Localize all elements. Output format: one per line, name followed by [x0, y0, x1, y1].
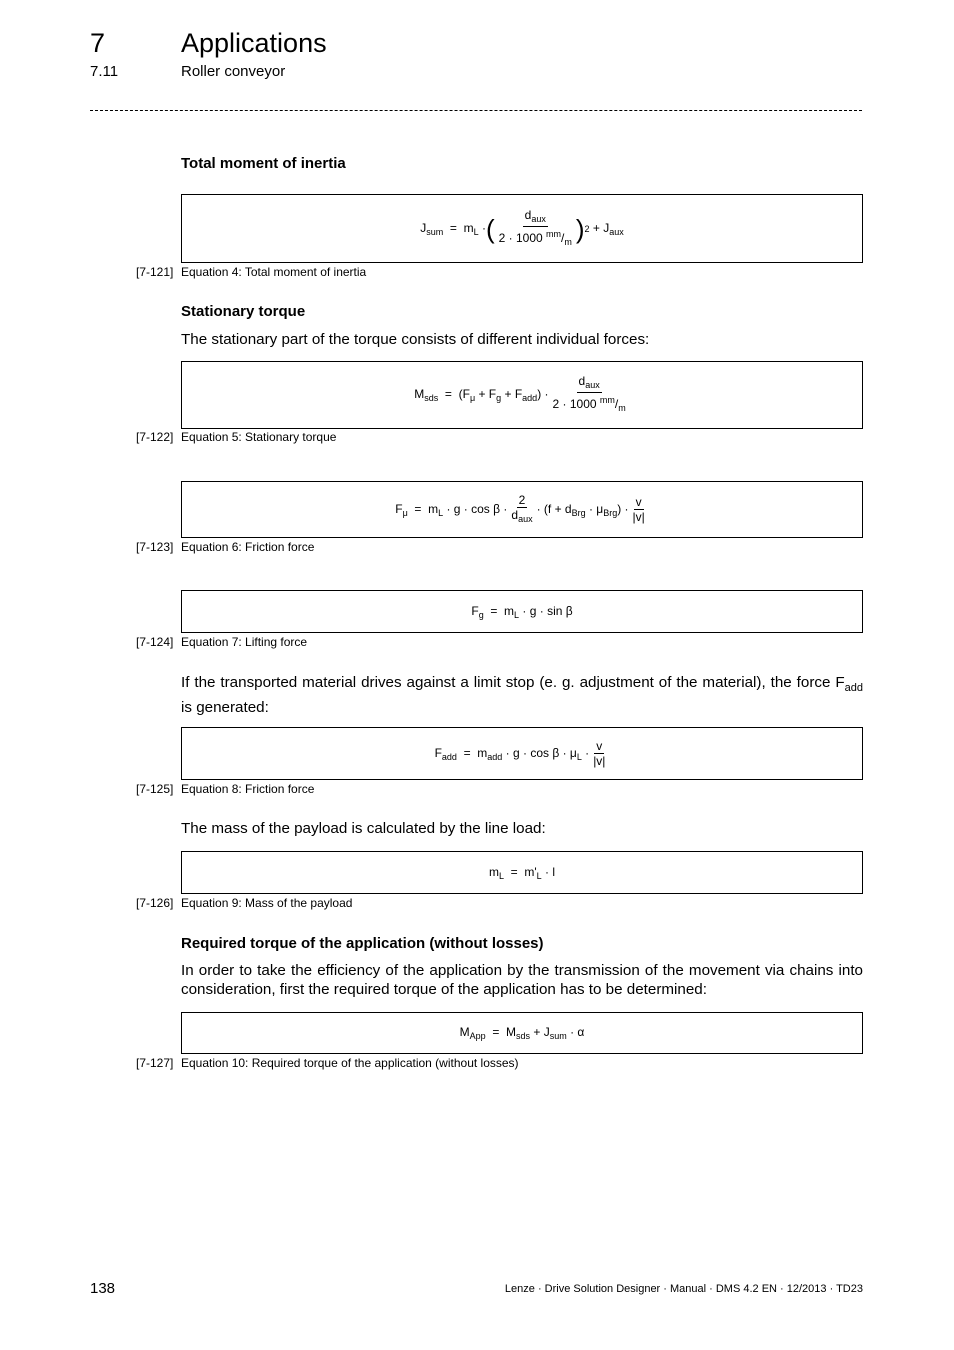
- heading-required-torque: Required torque of the application (without losses): [181, 935, 544, 952]
- paragraph-required: In order to take the efficiency of the application by the transmission of the movement via chains into consideration, first the required torque of the application has to be determined:: [181, 962, 863, 998]
- chapter-number: 7: [90, 28, 106, 58]
- equation-10: $M_{App} = M_{sds} + J_{sum} \cdot \alpha$: [459, 1025, 585, 1041]
- equation-box-5: [181, 361, 863, 429]
- section-title: Roller conveyor: [181, 63, 286, 80]
- caption-text: Equation 6: Friction force: [181, 540, 315, 554]
- caption-number: [7-122]: [136, 430, 174, 444]
- caption-text: Equation 4: Total moment of inertia: [181, 265, 367, 279]
- header-divider: [90, 110, 862, 111]
- paragraph-stationary: The stationary part of the torque consists of different individual forces:: [181, 331, 650, 348]
- caption-text: Equation 7: Lifting force: [181, 635, 308, 649]
- caption-number: [7-123]: [136, 540, 174, 554]
- equation-box-4: [181, 194, 863, 263]
- equation-box-8: [181, 727, 863, 780]
- paragraph-payload: The mass of the payload is calculated by the line load:: [181, 820, 546, 837]
- footer-info: Lenze · Drive Solution Designer · Manual · DMS 4.2 EN · 12/2013 · TD23: [504, 1283, 863, 1295]
- caption-text: Equation 5: Stationary torque: [181, 430, 337, 444]
- paragraph-limit-stop-b: is generated:: [181, 699, 269, 717]
- heading-total-moment: Total moment of inertia: [181, 155, 346, 172]
- chapter-title: Applications: [181, 28, 327, 58]
- caption-text: Equation 8: Friction force: [181, 782, 315, 796]
- equation-box-7: [181, 590, 863, 633]
- equation-6: $F_\mu = m_L \cdot g \cdot \cos \beta$ · $\frac{2}{d_{aux}}$ · $(f + d_{Brg} \cdot \mu_{Brg})$ · $\frac{v}{|v|}$: [395, 492, 645, 524]
- equation-8: $F_{add} = m_{add} \cdot g \cdot \cos \beta \cdot \mu_L$ · $\frac{v}{|v|}$: [434, 738, 606, 768]
- equation-box-10: [181, 1012, 863, 1054]
- caption-text: Equation 9: Mass of the payload: [181, 896, 353, 910]
- equation-7: $F_g = m_L \cdot g \cdot \sin \beta$: [471, 603, 573, 620]
- section-number: 7.11: [90, 63, 119, 80]
- equation-box-9: [181, 851, 863, 894]
- caption-number: [7-125]: [136, 782, 174, 796]
- equation-4: $J_{sum} = m_L$ · ( $\frac{d_{aux}}{2 \cdot 1000 ^{mm}/_m}$ ) 2 + $J_{aux}$: [420, 207, 624, 247]
- page-number: 138: [90, 1280, 116, 1297]
- caption-number: [7-124]: [136, 635, 174, 649]
- caption-number: [7-126]: [136, 896, 174, 910]
- heading-stationary-torque: Stationary torque: [181, 303, 306, 320]
- equation-5: $M_{sds} = (F_\mu + F_g + F_{add})$ · $\frac{d_{aux}}{2 \cdot 1000 ^{mm}/_m}$: [414, 374, 626, 413]
- equation-box-6: [181, 481, 863, 538]
- caption-text: Equation 10: Required torque of the application (without losses): [181, 1056, 519, 1070]
- caption-number: [7-121]: [136, 265, 174, 279]
- caption-number: [7-127]: [136, 1056, 174, 1070]
- paragraph-limit-stop-sub: add: [844, 682, 863, 695]
- paragraph-limit-stop: [181, 673, 863, 717]
- equation-9: $m_L = m'_L \cdot l$: [488, 864, 555, 881]
- paragraph-limit-stop-a: If the transported material drives against a limit stop (e. g. adjustment of the material), the force F: [181, 674, 845, 691]
